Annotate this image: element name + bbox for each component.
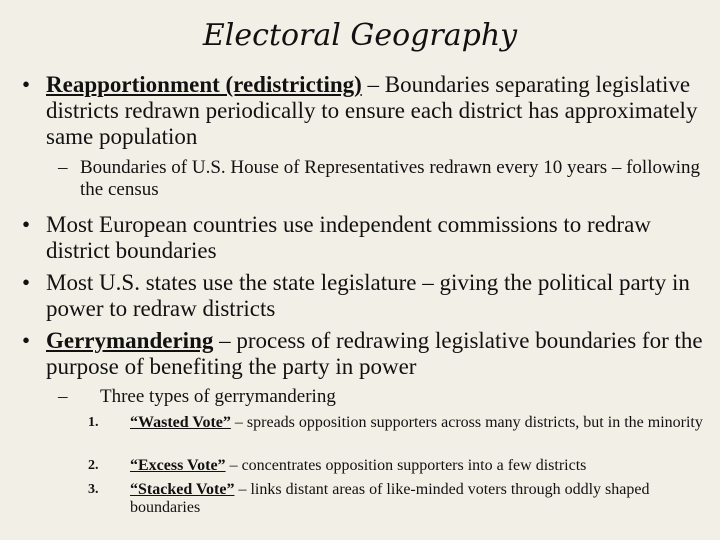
- bullet-us-states: [22, 270, 712, 322]
- list-item-excess-vote: [88, 457, 708, 475]
- term-excess-vote: “Excess Vote”: [130, 457, 226, 474]
- list-item-text: – spreads opposition supporters across many districts, but in the minority: [230, 414, 703, 431]
- bullet-icon: •: [22, 270, 31, 295]
- list-item-wasted-vote: [88, 414, 708, 432]
- bullet-icon: •: [22, 72, 31, 97]
- bullet-icon: •: [22, 328, 31, 353]
- bullet-reapportionment: [22, 72, 712, 150]
- list-number: 2.: [88, 458, 99, 473]
- dash-icon: –: [58, 386, 68, 407]
- sub-bullet-house: [58, 157, 708, 201]
- slide-title: Electoral Geography: [202, 18, 518, 53]
- bullet-gerrymandering: [22, 328, 712, 380]
- term-reapportionment: Reapportionment (redistricting): [46, 72, 362, 97]
- dash-icon: –: [58, 157, 68, 178]
- sub-bullet-text: Boundaries of U.S. House of Representatives redrawn every 10 years – following the census: [80, 157, 700, 200]
- term-gerrymandering: Gerrymandering: [46, 328, 214, 353]
- list-item-text: – links distant areas of like-minded voters through oddly shaped boundaries: [130, 481, 650, 516]
- bullet-text: – process of redrawing legislative boundaries for the purpose of benefiting the party in power: [46, 328, 703, 379]
- bullet-text: – Boundaries separating legislative districts redrawn periodically to ensure each district has approximately same population: [46, 72, 698, 149]
- term-stacked-vote: “Stacked Vote”: [130, 481, 235, 498]
- list-item-stacked-vote: [88, 481, 708, 517]
- list-number: 3.: [88, 482, 99, 497]
- bullet-text: Most European countries use independent commissions to redraw district boundaries: [46, 212, 651, 263]
- sub-bullet-text: Three types of gerrymandering: [100, 386, 336, 407]
- bullet-icon: •: [22, 212, 31, 237]
- bullet-text: Most U.S. states use the state legislature – giving the political party in power to redraw districts: [46, 270, 690, 321]
- sub-bullet-three-types: [58, 386, 708, 408]
- list-number: 1.: [88, 415, 99, 430]
- bullet-european: [22, 212, 712, 264]
- term-wasted-vote: “Wasted Vote”: [130, 414, 231, 431]
- list-item-text: – concentrates opposition supporters into a few districts: [225, 457, 587, 474]
